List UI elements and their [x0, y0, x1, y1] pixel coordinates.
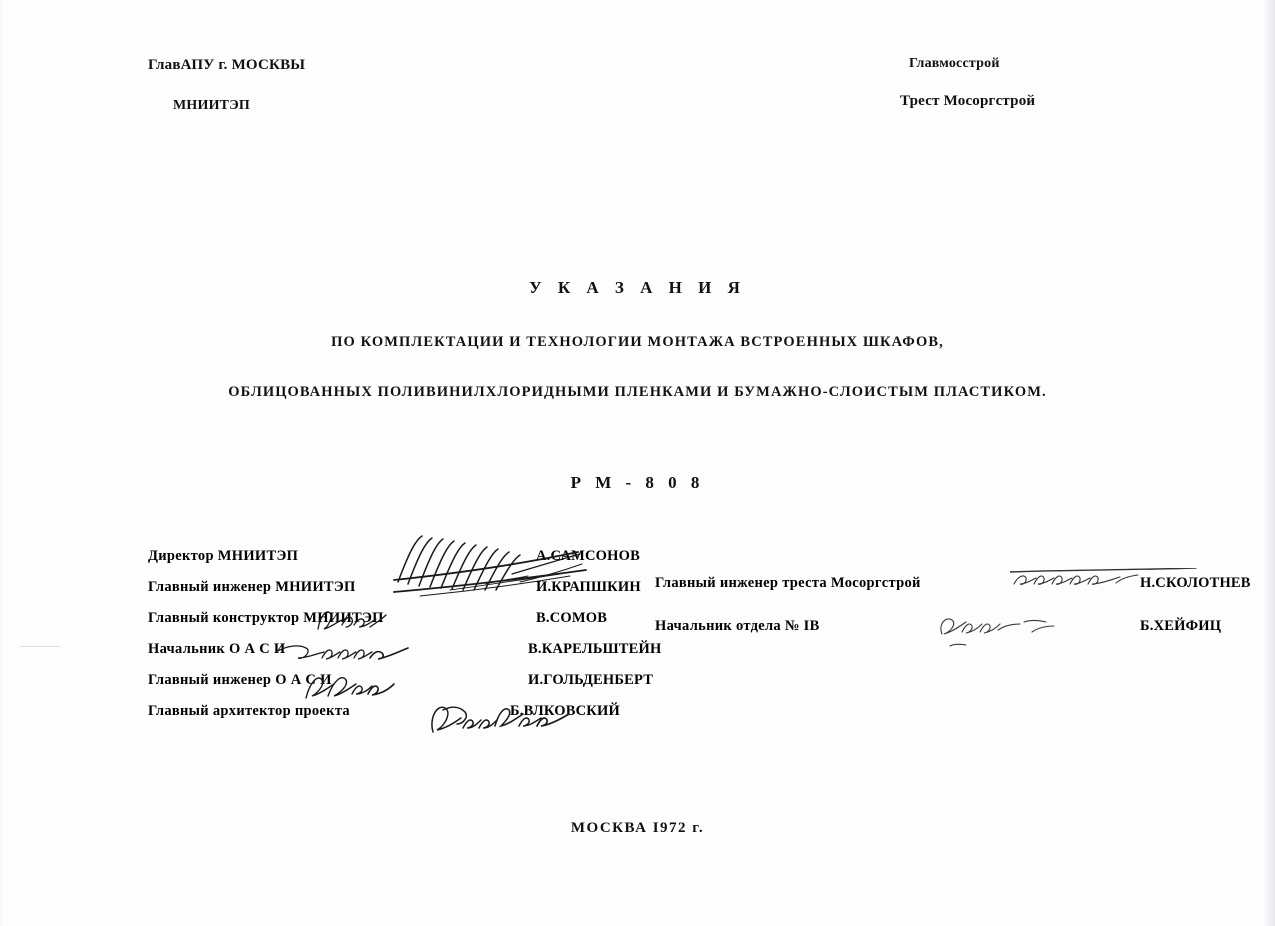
signature-role: Главный инженер МНИИТЭП — [148, 579, 356, 595]
signature-role: Главный инженер О А С И — [148, 672, 332, 688]
signature-name: Б.ХЕЙФИЦ — [1140, 618, 1222, 634]
scan-edge-left — [0, 0, 6, 926]
signature-role: Начальник О А С И — [148, 641, 286, 657]
header-organization-left-1: ГлавАПУ г. МОСКВЫ — [148, 57, 306, 73]
signature-role: Главный конструктор МНИИТЭП — [148, 610, 384, 626]
scan-edge-right — [1261, 0, 1275, 926]
scan-artifact-line — [20, 646, 60, 647]
signature-name: В.СОМОВ — [536, 610, 608, 626]
signature-name: Н.СКОЛОТНЕВ — [1140, 575, 1251, 591]
signature-name: В.КАРЕЛЬШТЕЙН — [528, 641, 662, 657]
document-footer-city-year: МОСКВА I972 г. — [570, 820, 705, 836]
page-title: У К А З А Н И Я — [529, 278, 746, 297]
header-organization-left-2: МНИИТЭП — [173, 98, 251, 113]
signature-role: Начальник отдела № IВ — [655, 618, 820, 634]
signature-role: Главный инженер треста Мосоргстрой — [655, 575, 921, 591]
signature-name: И.КРАПШКИН — [536, 579, 641, 595]
signature-name: Б.ВЛКОВСКИЙ — [510, 703, 620, 719]
signature-role: Директор МНИИТЭП — [148, 548, 299, 564]
signature-name: И.ГОЛЬДЕНБЕРТ — [528, 672, 654, 688]
header-organization-right-1: Главмосстрой — [909, 56, 1000, 71]
header-organization-right-2: Трест Мосоргстрой — [900, 93, 1036, 109]
document-subtitle-line-1: ПО КОМПЛЕКТАЦИИ И ТЕХНОЛОГИИ МОНТАЖА ВСТРОЕННЫХ ШКАФОВ, — [331, 334, 944, 350]
document-code: Р М - 8 0 8 — [570, 473, 705, 492]
signature-role: Главный архитектор проекта — [148, 703, 350, 719]
handwritten-signature-head-oasi — [272, 640, 412, 668]
signature-name: А.САМСОНОВ — [536, 548, 640, 564]
document-subtitle-line-2: ОБЛИЦОВАННЫХ ПОЛИВИНИЛХЛОРИДНЫМИ ПЛЕНКАМИ И БУМАЖНО-СЛОИСТЫМ ПЛАСТИКОМ. — [228, 384, 1047, 400]
handwritten-signature-department-head — [936, 612, 1066, 654]
